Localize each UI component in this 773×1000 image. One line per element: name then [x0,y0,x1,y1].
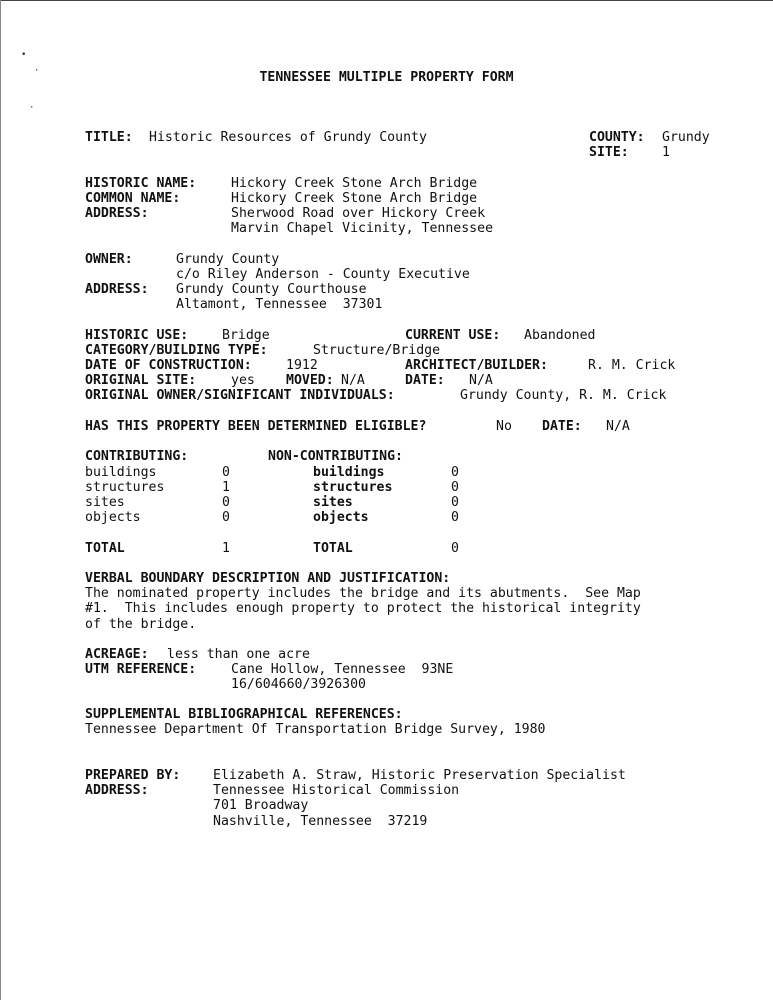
owner-line: Grundy County [176,252,280,267]
utm-label: UTM REFERENCE: [85,662,197,677]
title-value: Historic Resources of Grundy County [149,130,427,145]
eligibility-question: HAS THIS PROPERTY BEEN DETERMINED ELIGIBLE? [85,419,427,434]
boundary-text: of the bridge. [85,617,197,632]
references-text: Tennessee Department Of Transportation Bridge Survey, 1980 [85,722,546,737]
acreage-label: ACREAGE: [85,647,149,662]
current-use-label: CURRENT USE: [405,328,501,343]
address-line: Sherwood Road over Hickory Creek [231,206,486,221]
prepared-by-label: PREPARED BY: [85,768,181,783]
scan-speck: · [34,66,40,76]
resource-row-label: structures [85,480,165,495]
owner-address-line: Grundy County Courthouse [176,282,367,297]
resource-row-contributing: 1 [222,480,230,495]
resource-row-noncontributing: 0 [451,465,459,480]
boundary-text: The nominated property includes the bridge and its abutments. See Map [85,586,641,601]
references-heading: SUPPLEMENTAL BIBLIOGRAPHICAL REFERENCES: [85,707,403,722]
date-construction-value: 1912 [286,358,318,373]
resource-row-noncontributing: 0 [451,510,459,525]
owner-label: OWNER: [85,252,133,267]
architect-value: R. M. Crick [588,358,676,373]
utm-value: 16/604660/3926300 [231,677,366,692]
county-label: COUNTY: [589,130,645,145]
resource-row-noncontributing: 0 [451,495,459,510]
common-name-label: COMMON NAME: [85,191,181,206]
historic-name-value: Hickory Creek Stone Arch Bridge [231,176,478,191]
resource-row-label: sites [85,495,125,510]
resource-row-label: sites [313,495,353,510]
title-label: TITLE: [85,130,133,145]
owner-address-line: Altamont, Tennessee 37301 [176,297,383,312]
original-owner-value: Grundy County, R. M. Crick [460,388,667,403]
resource-row-label: structures [313,480,393,495]
eligibility-answer: No [496,419,512,434]
boundary-heading: VERBAL BOUNDARY DESCRIPTION AND JUSTIFICATION: [85,571,451,586]
prepared-address-label: ADDRESS: [85,783,149,798]
scan-speck: • [21,50,27,60]
original-site-value: yes [231,373,255,388]
county-value: Grundy [662,130,710,145]
date-value: N/A [469,373,493,388]
total-noncontributing: 0 [451,541,459,556]
address-line: Marvin Chapel Vicinity, Tennessee [231,221,494,236]
architect-label: ARCHITECT/BUILDER: [405,358,548,373]
acreage-value: less than one acre [167,647,310,662]
scan-edge-left [0,0,1,1000]
historic-use-value: Bridge [222,328,270,343]
scan-edge-top [0,0,773,1]
date-label: DATE: [405,373,445,388]
total-contributing: 1 [222,541,230,556]
moved-value: N/A [341,373,365,388]
address-label: ADDRESS: [85,206,149,221]
current-use-value: Abandoned [524,328,596,343]
category-label: CATEGORY/BUILDING TYPE: [85,343,268,358]
resource-row-noncontributing: 0 [451,480,459,495]
owner-address-label: ADDRESS: [85,282,149,297]
owner-line: c/o Riley Anderson - County Executive [176,267,470,282]
total-label: TOTAL [313,541,353,556]
contributing-header: CONTRIBUTING: [85,449,189,464]
historic-name-label: HISTORIC NAME: [85,176,197,191]
resource-row-label: objects [85,510,141,525]
total-label: TOTAL [85,541,125,556]
resource-row-label: objects [313,510,369,525]
site-value: 1 [662,145,670,160]
resource-row-contributing: 0 [222,495,230,510]
prepared-address-line: Tennessee Historical Commission [213,783,460,798]
utm-quad: Cane Hollow, Tennessee 93NE [231,662,454,677]
boundary-text: #1. This includes enough property to protect the historical integrity [85,601,641,616]
eligibility-date-value: N/A [606,419,630,434]
category-value: Structure/Bridge [313,343,441,358]
resource-row-label: buildings [313,465,385,480]
prepared-by-value: Elizabeth A. Straw, Historic Preservation Specialist [213,768,626,783]
moved-label: MOVED: [286,373,334,388]
resource-row-label: buildings [85,465,157,480]
eligibility-date-label: DATE: [542,419,582,434]
noncontributing-header: NON-CONTRIBUTING: [268,449,403,464]
original-site-label: ORIGINAL SITE: [85,373,197,388]
historic-use-label: HISTORIC USE: [85,328,189,343]
scan-speck: · [29,103,35,113]
original-owner-label: ORIGINAL OWNER/SIGNIFICANT INDIVIDUALS: [85,388,395,403]
common-name-value: Hickory Creek Stone Arch Bridge [231,191,478,206]
resource-row-contributing: 0 [222,465,230,480]
site-label: SITE: [589,145,629,160]
prepared-address-line: 701 Broadway [213,798,309,813]
prepared-address-line: Nashville, Tennessee 37219 [213,814,428,829]
date-construction-label: DATE OF CONSTRUCTION: [85,358,252,373]
form-heading: TENNESSEE MULTIPLE PROPERTY FORM [259,70,514,85]
resource-row-contributing: 0 [222,510,230,525]
